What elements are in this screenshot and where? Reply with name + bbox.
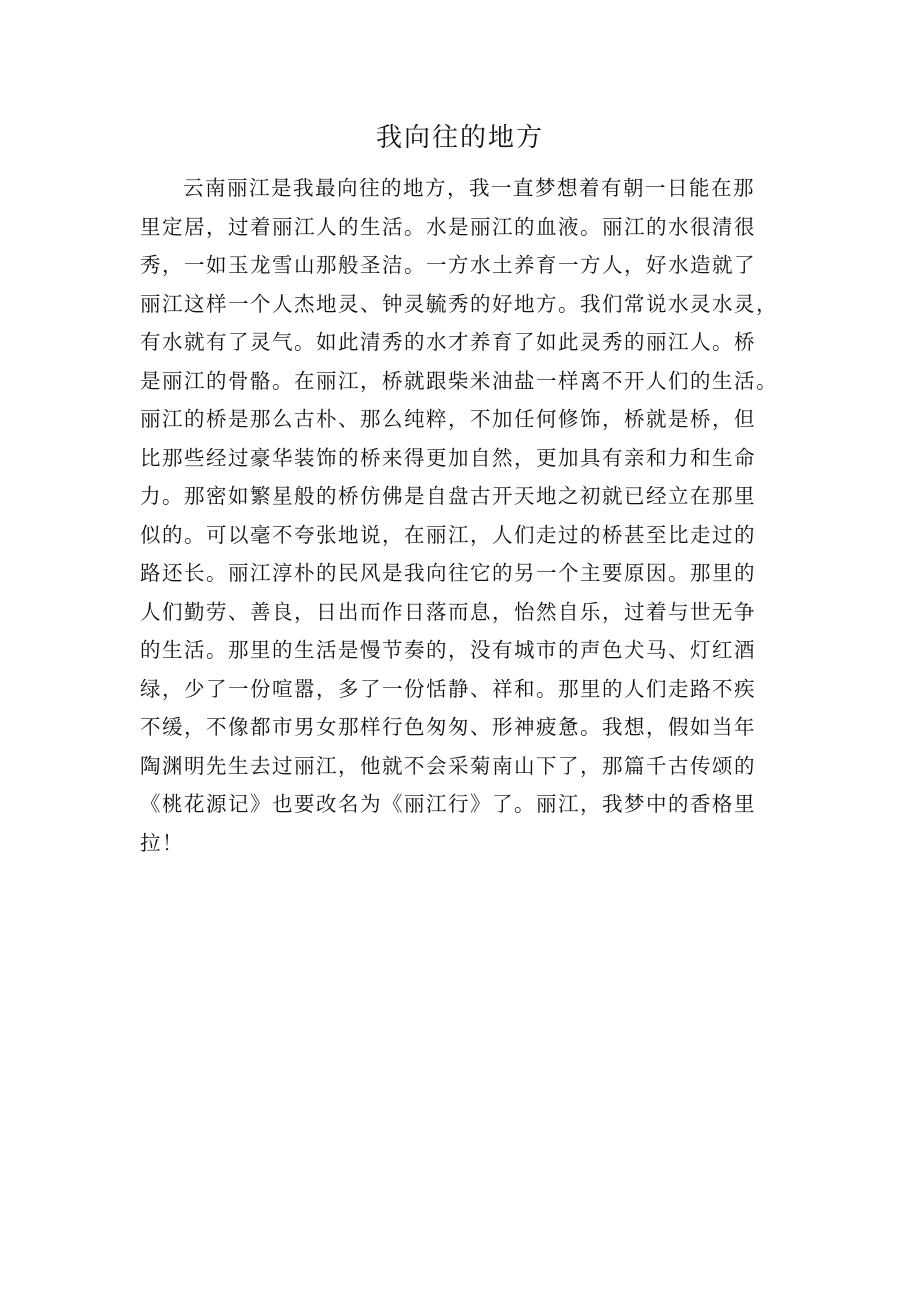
paragraph-line: 丽江的桥是那么古朴、那么纯粹，不加任何修饰，桥就是桥，但 — [140, 407, 756, 431]
paragraph-line: 比那些经过豪华装饰的桥来得更加自然，更加具有亲和力和生命 — [140, 445, 756, 470]
paragraph-line: 是丽江的骨骼。在丽江，桥就跟柴米油盐一样离不开人们的生活。 — [140, 368, 778, 393]
paragraph-line: 有水就有了灵气。如此清秀的水才养育了如此灵秀的丽江人。桥 — [140, 330, 756, 354]
page-title: 我向往的地方 — [375, 123, 544, 153]
paragraph-line: 陶渊明先生去过丽江，他就不会采菊南山下了，那篇千古传颂的 — [140, 753, 756, 778]
paragraph-line: 似的。可以毫不夸张地说，在丽江，人们走过的桥甚至比走过的 — [140, 522, 756, 547]
paragraph-line: 《桃花源记》也要改名为《丽江行》了。丽江，我梦中的香格里 — [140, 792, 756, 816]
paragraph-line: 丽江这样一个人杰地灵、钟灵毓秀的好地方。我们常说水灵水灵， — [140, 291, 778, 316]
paragraph-line: 云南丽江是我最向往的地方，我一直梦想着有朝一日能在那 — [183, 176, 755, 200]
paragraph-line: 秀，一如玉龙雪山那般圣洁。一方水土养育一方人，好水造就了 — [140, 253, 756, 277]
paragraph-line: 里定居，过着丽江人的生活。水是丽江的血液。丽江的水很清很 — [140, 214, 756, 239]
paragraph-line: 人们勤劳、善良，日出而作日落而息，怡然自乐，过着与世无争 — [140, 599, 756, 624]
paragraph-line: 路还长。丽江淳朴的民风是我向往它的另一个主要原因。那里的 — [140, 561, 756, 585]
paragraph-line: 力。那密如繁星般的桥仿佛是自盘古开天地之初就已经立在那里 — [140, 484, 756, 508]
essay-paragraph — [140, 169, 790, 862]
paragraph-line: 绿，少了一份喧嚣，多了一份恬静、祥和。那里的人们走路不疾 — [140, 676, 756, 701]
paragraph-line: 不缓，不像都市男女那样行色匆匆、形神疲惫。我想，假如当年 — [140, 715, 756, 739]
paragraph-line: 的生活。那里的生活是慢节奏的，没有城市的声色犬马、灯红酒 — [140, 638, 756, 662]
paragraph-line: 拉！ — [140, 830, 184, 855]
